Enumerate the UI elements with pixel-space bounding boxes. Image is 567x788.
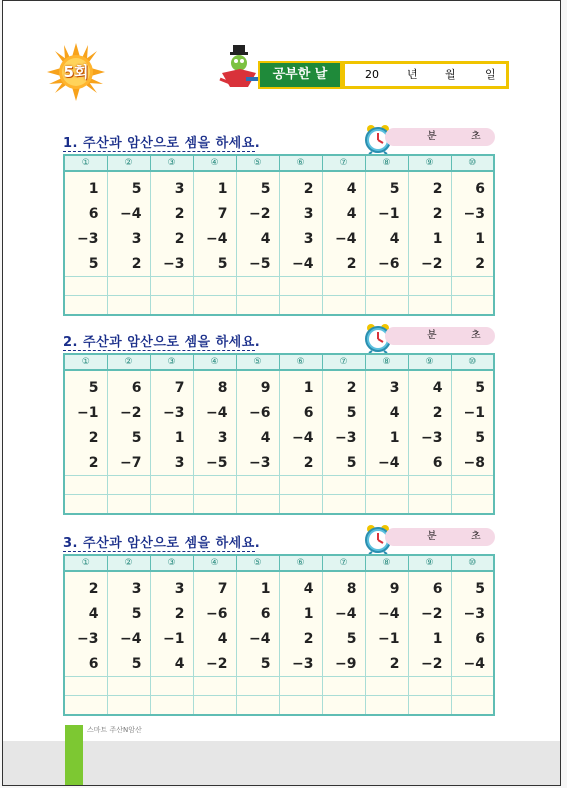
number-cell: 5 — [88, 255, 99, 272]
answer-cell[interactable] — [64, 677, 107, 696]
number-cell: 3 — [150, 571, 193, 601]
number-cell: −2 — [193, 651, 236, 677]
number-cell: −3 — [451, 601, 494, 626]
time-field[interactable] — [385, 528, 495, 546]
section-title: 1. 주산과 암산으로 셈을 하세요. — [63, 136, 261, 151]
day-unit: 일 — [485, 68, 496, 81]
number-cell: −4 — [365, 450, 408, 476]
number-cell: 7 — [150, 370, 193, 400]
column-number: ⑤ — [236, 155, 279, 171]
second-unit: 초 — [471, 531, 481, 542]
number-cell: 3 — [279, 201, 322, 226]
problem-table — [63, 353, 495, 515]
number-cell: 5 — [107, 171, 150, 201]
second-unit: 초 — [471, 131, 481, 142]
number-cell: −2 — [408, 601, 451, 626]
answer-cell[interactable] — [150, 696, 193, 716]
number-cell: 5 — [322, 450, 365, 476]
answer-cell[interactable] — [279, 677, 322, 696]
number-cell: 4 — [279, 571, 322, 601]
number-cell: 2 — [279, 626, 322, 651]
number-cell: −6 — [236, 400, 279, 425]
column-number: ⑧ — [365, 354, 408, 370]
answer-row — [64, 495, 494, 515]
number-cell: 3 — [107, 226, 150, 251]
number-cell: −2 — [408, 251, 451, 277]
column-number: ⑤ — [236, 354, 279, 370]
timer-block — [363, 323, 495, 351]
answer-cell[interactable] — [408, 495, 451, 515]
answer-cell[interactable] — [236, 696, 279, 716]
minute-unit: 분 — [427, 131, 437, 142]
number-cell: 3 — [193, 425, 236, 450]
number-cell: −1 — [451, 400, 494, 425]
answer-cell[interactable] — [279, 696, 322, 716]
answer-cell[interactable] — [236, 677, 279, 696]
number-cell: 1 — [88, 180, 99, 197]
number-cell: 2 — [408, 171, 451, 201]
number-cell: 4 — [365, 226, 408, 251]
time-field[interactable] — [385, 128, 495, 146]
number-cell: 6 — [451, 171, 494, 201]
number-cell: 5 — [107, 601, 150, 626]
number-cell: −3 — [150, 251, 193, 277]
number-cell: 5 — [322, 400, 365, 425]
number-cell: 2 — [365, 651, 408, 677]
answer-cell[interactable] — [236, 296, 279, 316]
number-cell: 5 — [236, 651, 279, 677]
answer-cell[interactable] — [408, 476, 451, 495]
worksheet-page — [2, 0, 561, 786]
table-row — [64, 251, 494, 277]
answer-cell[interactable] — [408, 696, 451, 716]
column-number: ② — [107, 155, 150, 171]
number-cell: 4 — [88, 605, 99, 622]
number-cell: −4 — [107, 201, 150, 226]
number-cell: −8 — [451, 450, 494, 476]
answer-cell[interactable] — [107, 476, 150, 495]
number-cell: 2 — [322, 251, 365, 277]
minute-unit: 분 — [427, 330, 437, 341]
number-cell: −5 — [193, 450, 236, 476]
answer-cell[interactable] — [236, 495, 279, 515]
number-cell: −1 — [150, 626, 193, 651]
timer-block — [363, 524, 495, 552]
number-cell: 4 — [193, 626, 236, 651]
column-number: ⑦ — [322, 155, 365, 171]
number-cell: 1 — [408, 626, 451, 651]
number-cell: 4 — [150, 651, 193, 677]
number-cell: 1 — [279, 601, 322, 626]
answer-row — [64, 696, 494, 716]
number-cell: 1 — [193, 171, 236, 201]
column-number: ⑧ — [365, 155, 408, 171]
number-cell: 5 — [451, 571, 494, 601]
answer-cell[interactable] — [107, 296, 150, 316]
column-number: ③ — [150, 555, 193, 571]
number-cell: 5 — [107, 651, 150, 677]
answer-cell[interactable] — [365, 296, 408, 316]
number-cell: 5 — [322, 626, 365, 651]
answer-row — [64, 476, 494, 495]
answer-cell[interactable] — [322, 677, 365, 696]
number-cell: −4 — [193, 400, 236, 425]
answer-cell[interactable] — [150, 296, 193, 316]
column-number: ① — [64, 155, 107, 171]
number-cell: −2 — [107, 400, 150, 425]
answer-cell[interactable] — [279, 277, 322, 296]
answer-cell[interactable] — [150, 277, 193, 296]
answer-cell[interactable] — [64, 696, 107, 716]
answer-cell[interactable] — [451, 495, 494, 515]
table-row — [64, 370, 494, 400]
column-number: ④ — [193, 354, 236, 370]
number-cell: 2 — [150, 601, 193, 626]
timer-block — [363, 124, 495, 152]
number-cell: −4 — [365, 601, 408, 626]
number-cell: −4 — [193, 226, 236, 251]
number-cell: 4 — [236, 226, 279, 251]
answer-cell[interactable] — [365, 677, 408, 696]
number-cell: −3 — [150, 400, 193, 425]
number-cell: 2 — [88, 580, 99, 597]
number-cell: −7 — [107, 450, 150, 476]
number-cell: 6 — [88, 655, 99, 672]
answer-cell[interactable] — [279, 476, 322, 495]
session-number: 5회 — [63, 63, 89, 81]
number-cell: 7 — [193, 571, 236, 601]
number-cell: 8 — [322, 571, 365, 601]
column-number: ② — [107, 555, 150, 571]
number-cell: 1 — [408, 226, 451, 251]
answer-cell[interactable] — [150, 495, 193, 515]
answer-cell[interactable] — [451, 476, 494, 495]
number-cell: 2 — [279, 450, 322, 476]
study-date-block — [216, 61, 509, 89]
column-number: ⑥ — [279, 555, 322, 571]
number-cell: −6 — [193, 601, 236, 626]
answer-cell[interactable] — [64, 296, 107, 316]
column-number: ⑩ — [451, 354, 494, 370]
number-cell: 1 — [451, 226, 494, 251]
year-unit: 년 — [407, 68, 418, 81]
number-cell: 1 — [365, 425, 408, 450]
number-cell: −3 — [408, 425, 451, 450]
number-cell: −3 — [236, 450, 279, 476]
column-number: ⑧ — [365, 555, 408, 571]
column-number: ④ — [193, 155, 236, 171]
column-number: ⑩ — [451, 555, 494, 571]
number-cell: 5 — [236, 171, 279, 201]
number-cell: 1 — [236, 571, 279, 601]
number-cell: −5 — [236, 251, 279, 277]
number-cell: −6 — [365, 251, 408, 277]
month-unit: 월 — [445, 68, 456, 81]
column-number: ② — [107, 354, 150, 370]
page-tab — [65, 725, 83, 785]
number-cell: 1 — [279, 370, 322, 400]
time-field[interactable] — [385, 327, 495, 345]
column-number: ③ — [150, 155, 193, 171]
answer-cell[interactable] — [64, 495, 107, 515]
number-cell: −3 — [279, 651, 322, 677]
answer-cell[interactable] — [451, 296, 494, 316]
answer-cell[interactable] — [451, 677, 494, 696]
column-number: ⑥ — [279, 155, 322, 171]
column-number: ⑦ — [322, 354, 365, 370]
number-cell: 3 — [365, 370, 408, 400]
table-row — [64, 601, 494, 626]
number-cell: 4 — [408, 370, 451, 400]
number-cell: 2 — [451, 251, 494, 277]
answer-cell[interactable] — [150, 476, 193, 495]
answer-cell[interactable] — [322, 696, 365, 716]
number-cell: −2 — [408, 651, 451, 677]
column-number: ⑥ — [279, 354, 322, 370]
answer-cell[interactable] — [322, 495, 365, 515]
second-unit: 초 — [471, 330, 481, 341]
answer-cell[interactable] — [365, 277, 408, 296]
number-cell: 3 — [107, 571, 150, 601]
answer-cell[interactable] — [408, 677, 451, 696]
number-cell: 2 — [150, 226, 193, 251]
number-cell: −1 — [365, 201, 408, 226]
column-number: ⑨ — [408, 555, 451, 571]
number-cell: −4 — [322, 226, 365, 251]
number-cell: 2 — [408, 201, 451, 226]
answer-cell[interactable] — [107, 495, 150, 515]
answer-cell[interactable] — [279, 495, 322, 515]
footer-band — [3, 741, 560, 785]
table-row — [64, 571, 494, 601]
number-cell: 6 — [451, 626, 494, 651]
answer-row — [64, 277, 494, 296]
number-cell: 8 — [193, 370, 236, 400]
title-underline — [63, 151, 255, 152]
answer-cell[interactable] — [150, 677, 193, 696]
answer-cell[interactable] — [236, 277, 279, 296]
date-field[interactable] — [342, 61, 509, 89]
column-number: ① — [64, 555, 107, 571]
number-cell: 2 — [88, 454, 99, 471]
number-cell: 6 — [107, 370, 150, 400]
table-row — [64, 171, 494, 201]
number-cell: −2 — [236, 201, 279, 226]
section-title: 3. 주산과 암산으로 셈을 하세요. — [63, 536, 261, 551]
answer-cell[interactable] — [365, 696, 408, 716]
number-cell: 2 — [408, 400, 451, 425]
section-title: 2. 주산과 암산으로 셈을 하세요. — [63, 335, 261, 350]
number-cell: 4 — [322, 201, 365, 226]
year-prefix: 20 — [365, 68, 379, 81]
answer-cell[interactable] — [408, 296, 451, 316]
problem-table — [63, 554, 495, 716]
number-cell: −3 — [451, 201, 494, 226]
number-cell: 2 — [88, 429, 99, 446]
answer-cell[interactable] — [451, 696, 494, 716]
number-cell: −3 — [322, 425, 365, 450]
study-day-label: 공부한 날 — [258, 61, 342, 89]
answer-cell[interactable] — [107, 277, 150, 296]
answer-cell[interactable] — [107, 696, 150, 716]
number-cell: 9 — [236, 370, 279, 400]
title-underline — [63, 551, 255, 552]
number-cell: 4 — [365, 400, 408, 425]
column-number: ⑨ — [408, 155, 451, 171]
number-cell: 5 — [365, 171, 408, 201]
answer-cell[interactable] — [365, 476, 408, 495]
number-cell: 2 — [322, 370, 365, 400]
number-cell: 5 — [451, 370, 494, 400]
number-cell: 7 — [193, 201, 236, 226]
column-number: ① — [64, 354, 107, 370]
answer-cell[interactable] — [193, 476, 236, 495]
number-cell: 3 — [150, 171, 193, 201]
number-cell: −1 — [365, 626, 408, 651]
answer-cell[interactable] — [451, 277, 494, 296]
answer-cell[interactable] — [107, 677, 150, 696]
number-cell: 2 — [279, 171, 322, 201]
number-cell: −4 — [107, 626, 150, 651]
answer-cell[interactable] — [236, 476, 279, 495]
minute-unit: 분 — [427, 531, 437, 542]
answer-cell[interactable] — [365, 495, 408, 515]
column-number: ⑦ — [322, 555, 365, 571]
column-number: ④ — [193, 555, 236, 571]
footer-text: 스마트 주산N암산 — [87, 726, 142, 734]
number-cell: 2 — [107, 251, 150, 277]
answer-cell[interactable] — [322, 476, 365, 495]
answer-cell[interactable] — [322, 296, 365, 316]
number-cell: 3 — [150, 450, 193, 476]
number-cell: 2 — [150, 201, 193, 226]
answer-row — [64, 677, 494, 696]
number-cell: −4 — [236, 626, 279, 651]
number-cell: −3 — [77, 230, 99, 247]
answer-cell[interactable] — [322, 277, 365, 296]
number-cell: 6 — [236, 601, 279, 626]
number-cell: −4 — [322, 601, 365, 626]
table-row — [64, 400, 494, 425]
answer-cell[interactable] — [64, 476, 107, 495]
number-cell: −9 — [322, 651, 365, 677]
answer-cell[interactable] — [64, 277, 107, 296]
table-row — [64, 450, 494, 476]
number-cell: −1 — [77, 404, 99, 421]
column-number: ③ — [150, 354, 193, 370]
number-cell: 6 — [279, 400, 322, 425]
answer-row — [64, 296, 494, 316]
column-number: ⑨ — [408, 354, 451, 370]
answer-cell[interactable] — [193, 677, 236, 696]
table-row — [64, 651, 494, 677]
problem-table — [63, 154, 495, 316]
number-cell: −3 — [77, 630, 99, 647]
answer-cell[interactable] — [279, 296, 322, 316]
number-cell: 6 — [408, 450, 451, 476]
mascot-icon — [216, 43, 264, 91]
table-row — [64, 226, 494, 251]
number-cell: 3 — [279, 226, 322, 251]
column-number: ⑤ — [236, 555, 279, 571]
table-row — [64, 201, 494, 226]
answer-cell[interactable] — [408, 277, 451, 296]
number-cell: 6 — [88, 205, 99, 222]
title-underline — [63, 350, 255, 351]
number-cell: 4 — [322, 171, 365, 201]
number-cell: 4 — [236, 425, 279, 450]
number-cell: 5 — [88, 379, 99, 396]
number-cell: −4 — [279, 251, 322, 277]
number-cell: 5 — [193, 251, 236, 277]
number-cell: 1 — [150, 425, 193, 450]
answer-cell[interactable] — [193, 696, 236, 716]
answer-cell[interactable] — [193, 495, 236, 515]
number-cell: 9 — [365, 571, 408, 601]
number-cell: −4 — [451, 651, 494, 677]
answer-cell[interactable] — [193, 277, 236, 296]
number-cell: −4 — [279, 425, 322, 450]
table-row — [64, 425, 494, 450]
table-row — [64, 626, 494, 651]
answer-cell[interactable] — [193, 296, 236, 316]
number-cell: 5 — [107, 425, 150, 450]
number-cell: 6 — [408, 571, 451, 601]
column-number: ⑩ — [451, 155, 494, 171]
number-cell: 5 — [451, 425, 494, 450]
